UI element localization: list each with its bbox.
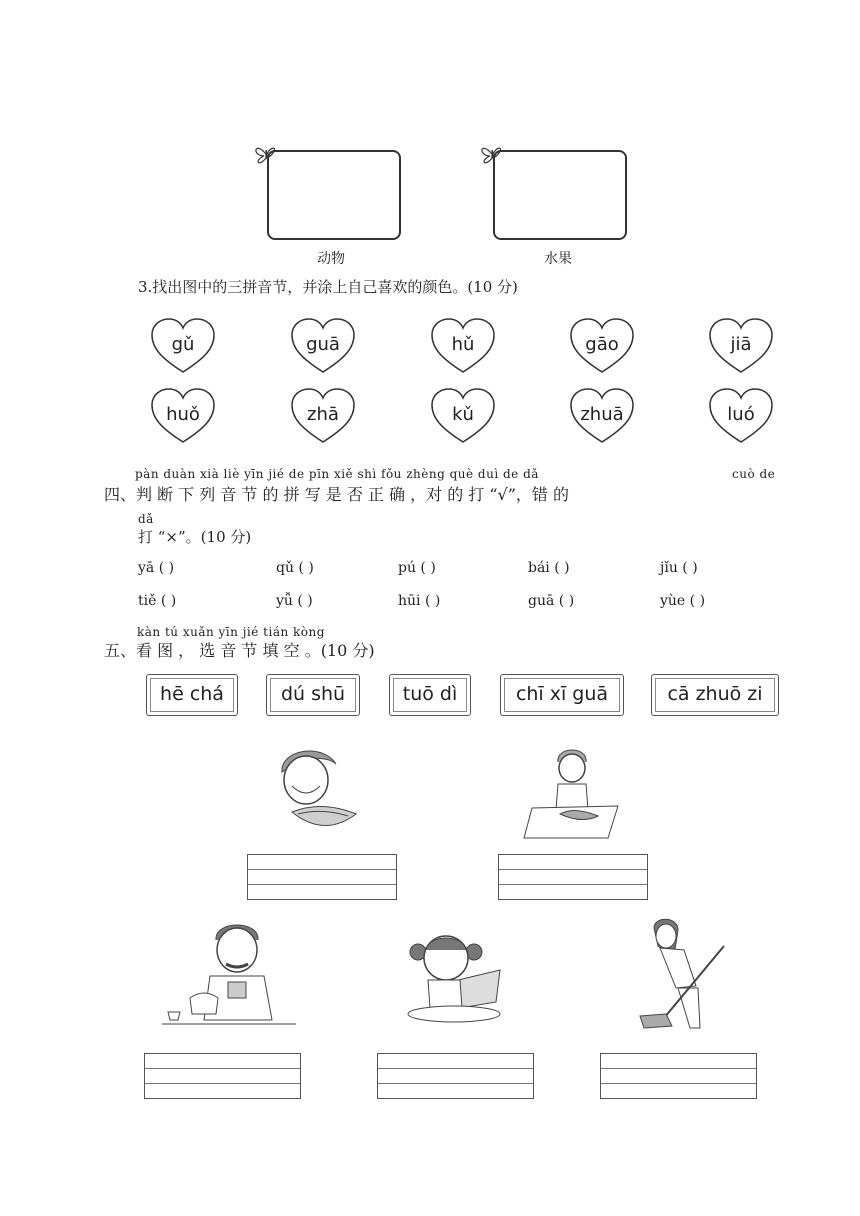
option-card[interactable]: dú shū xyxy=(266,674,360,716)
question-5-title: 五、看 图 ， 选 音 节 填 空 。(10 分) xyxy=(104,641,375,660)
syllable-heart[interactable] xyxy=(291,388,355,444)
answer-lines[interactable] xyxy=(247,854,397,900)
syllable-text: guā xyxy=(306,334,340,355)
category-box-animals xyxy=(267,150,401,240)
syllable-heart[interactable] xyxy=(709,388,773,444)
question-4-title: 四、判 断 下 列 音 节 的 拼 写 是 否 正 确 ，对 的 打 “√”，错 的 xyxy=(104,485,570,504)
option-card[interactable]: chī xī guā xyxy=(500,674,624,716)
syllable-text: kǔ xyxy=(452,404,474,425)
answer-lines[interactable] xyxy=(498,854,648,900)
answer-lines[interactable] xyxy=(144,1053,301,1099)
answer-lines[interactable] xyxy=(600,1053,757,1099)
syllable-heart[interactable] xyxy=(431,318,495,374)
judge-item[interactable]: yǚ ( ) xyxy=(276,593,313,609)
butterfly-icon xyxy=(250,136,284,170)
judge-item[interactable]: yā ( ) xyxy=(138,560,175,576)
judge-item[interactable]: guā ( ) xyxy=(528,593,575,609)
boy-wiping-table-image xyxy=(522,744,622,840)
judge-item[interactable]: pú ( ) xyxy=(398,560,436,576)
syllable-heart[interactable] xyxy=(570,388,634,444)
category-label-fruits: 水果 xyxy=(544,251,572,267)
butterfly-icon xyxy=(476,136,510,170)
syllable-text: luó xyxy=(727,404,755,425)
q4-pinyin-annotation-da: dǎ xyxy=(138,512,154,526)
judge-item[interactable]: bái ( ) xyxy=(528,560,570,576)
man-drinking-tea-image xyxy=(160,920,300,1030)
syllable-text: hǔ xyxy=(451,334,475,355)
syllable-text: gāo xyxy=(585,334,619,355)
woman-mopping-floor-image xyxy=(638,916,730,1040)
syllable-text: gǔ xyxy=(171,334,195,355)
q4-pinyin-annotation: pàn duàn xià liè yīn jié de pīn xiě shì fǒu zhèng què duì de dǎ xyxy=(135,467,539,481)
syllable-heart[interactable] xyxy=(570,318,634,374)
syllable-text: huǒ xyxy=(166,404,200,425)
answer-lines[interactable] xyxy=(377,1053,534,1099)
q5-pinyin-annotation: kàn tú xuǎn yīn jié tián kòng xyxy=(137,625,325,639)
option-card[interactable]: hē chá xyxy=(146,674,238,716)
judge-item[interactable]: jǐu ( ) xyxy=(660,560,698,576)
syllable-heart[interactable] xyxy=(431,388,495,444)
q4-pinyin-annotation-cuo: cuò de xyxy=(732,467,776,481)
syllable-heart[interactable] xyxy=(151,318,215,374)
syllable-text: jiā xyxy=(730,334,752,355)
option-card[interactable]: tuō dì xyxy=(389,674,471,716)
question-4-title-cont: 打 “×”。(10 分) xyxy=(138,528,252,546)
girl-reading-image xyxy=(404,928,504,1024)
boy-eating-watermelon-image xyxy=(262,742,358,838)
syllable-heart[interactable] xyxy=(709,318,773,374)
judge-item[interactable]: tiě ( ) xyxy=(138,593,177,609)
option-card[interactable]: cā zhuō zi xyxy=(651,674,779,716)
syllable-heart[interactable] xyxy=(151,388,215,444)
syllable-text: zhā xyxy=(307,404,339,425)
category-label-animals: 动物 xyxy=(317,251,345,267)
syllable-heart[interactable] xyxy=(291,318,355,374)
syllable-text: zhuā xyxy=(580,404,624,425)
judge-item[interactable]: hūi ( ) xyxy=(398,593,441,609)
category-box-fruits xyxy=(493,150,627,240)
question-3-title: 3.找出图中的三拼音节，并涂上自己喜欢的颜色。(10 分) xyxy=(138,278,518,296)
judge-item[interactable]: yùe ( ) xyxy=(660,593,706,609)
judge-item[interactable]: qǔ ( ) xyxy=(276,560,314,576)
